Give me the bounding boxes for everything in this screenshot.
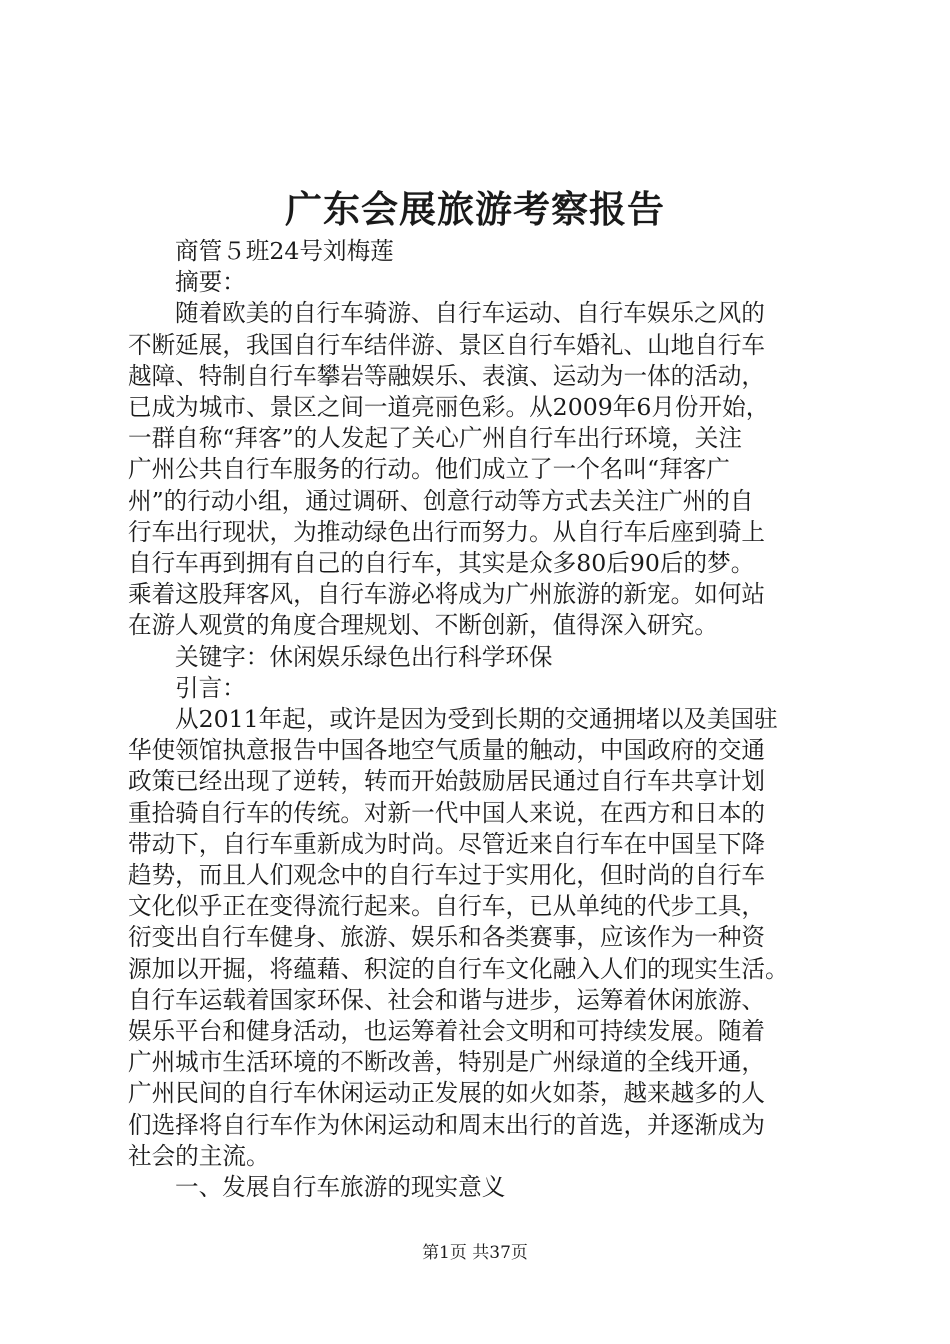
abstract-line: 乘着这股拜客风，自行车游必将成为广州旅游的新宠。如何站 — [128, 580, 766, 609]
abstract-line: 州”的行动小组，通过调研、创意行动等方式去关注广州的自 — [128, 486, 754, 515]
page-number: 第1页 共37页 — [422, 1243, 528, 1263]
intro-line: 文化似乎正在变得流行起来。自行车，已从单纯的代步工具， — [128, 892, 766, 921]
intro-line: 重拾骑自行车的传统。对新一代中国人来说，在西方和日本的 — [128, 798, 766, 827]
intro-line: 带动下，自行车重新成为时尚。尽管近来自行车在中国呈下降 — [128, 829, 766, 858]
intro-line: 娱乐平台和健身活动，也运筹着社会文明和可持续发展。随着 — [128, 1017, 766, 1046]
intro-line: 政策已经出现了逆转，转而开始鼓励居民通过自行车共享计划 — [128, 767, 766, 796]
intro-line: 从2011年起，或许是因为受到长期的交通拥堵以及美国驻 — [175, 705, 778, 734]
abstract-line: 不断延展，我国自行车结伴游、景区自行车婚礼、山地自行车 — [128, 330, 766, 359]
abstract-line: 随着欧美的自行车骑游、自行车运动、自行车娱乐之风的 — [175, 299, 765, 328]
intro-paragraph — [128, 704, 840, 1172]
abstract-label: 摘要： — [175, 268, 246, 297]
intro-line: 华使领馆执意报告中国各地空气质量的触动，中国政府的交通 — [128, 736, 766, 765]
abstract-paragraph — [128, 298, 840, 641]
abstract-line: 已成为城市、景区之间一道亮丽色彩。从2009年6月份开始， — [128, 393, 770, 422]
document-title: 广东会展旅游考察报告 — [285, 187, 665, 231]
abstract-line: 广州公共自行车服务的行动。他们成立了一个名叫“拜客广 — [128, 455, 730, 484]
intro-line: 广州城市生活环境的不断改善，特别是广州绿道的全线开通， — [128, 1048, 766, 1077]
abstract-line: 在游人观赏的角度合理规划、不断创新，值得深入研究。 — [128, 611, 718, 640]
intro-line: 们选择将自行车作为休闲运动和周末出行的首选，并逐渐成为 — [128, 1110, 766, 1139]
abstract-line: 一群自称“拜客”的人发起了关心广州自行车出行环境，关注 — [128, 424, 742, 453]
intro-line: 源加以开掘，将蕴藉、积淀的自行车文化融入人们的现实生活。 — [128, 954, 789, 983]
author-line: 商管５班24号刘梅莲 — [175, 237, 394, 265]
intro-line: 自行车运载着国家环保、社会和谐与进步，运筹着休闲旅游、 — [128, 985, 766, 1014]
keywords-line: 关键字：休闲娱乐绿色出行科学环保 — [175, 642, 553, 671]
intro-label: 引言： — [175, 673, 246, 702]
abstract-line: 越障、特制自行车攀岩等融娱乐、表演、运动为一体的活动， — [128, 361, 766, 390]
abstract-line: 自行车再到拥有自己的自行车，其实是众多80后90后的梦。 — [128, 549, 755, 578]
document-body — [128, 236, 840, 1203]
intro-line: 趋势，而且人们观念中的自行车过于实用化，但时尚的自行车 — [128, 861, 766, 890]
section-heading: 一、发展自行车旅游的现实意义 — [175, 1173, 506, 1202]
abstract-line: 行车出行现状，为推动绿色出行而努力。从自行车后座到骑上 — [128, 517, 766, 546]
intro-line: 衍变出自行车健身、旅游、娱乐和各类赛事，应该作为一种资 — [128, 923, 766, 952]
intro-line: 社会的主流。 — [128, 1141, 270, 1170]
intro-line: 广州民间的自行车休闲运动正发展的如火如荼，越来越多的人 — [128, 1079, 766, 1108]
